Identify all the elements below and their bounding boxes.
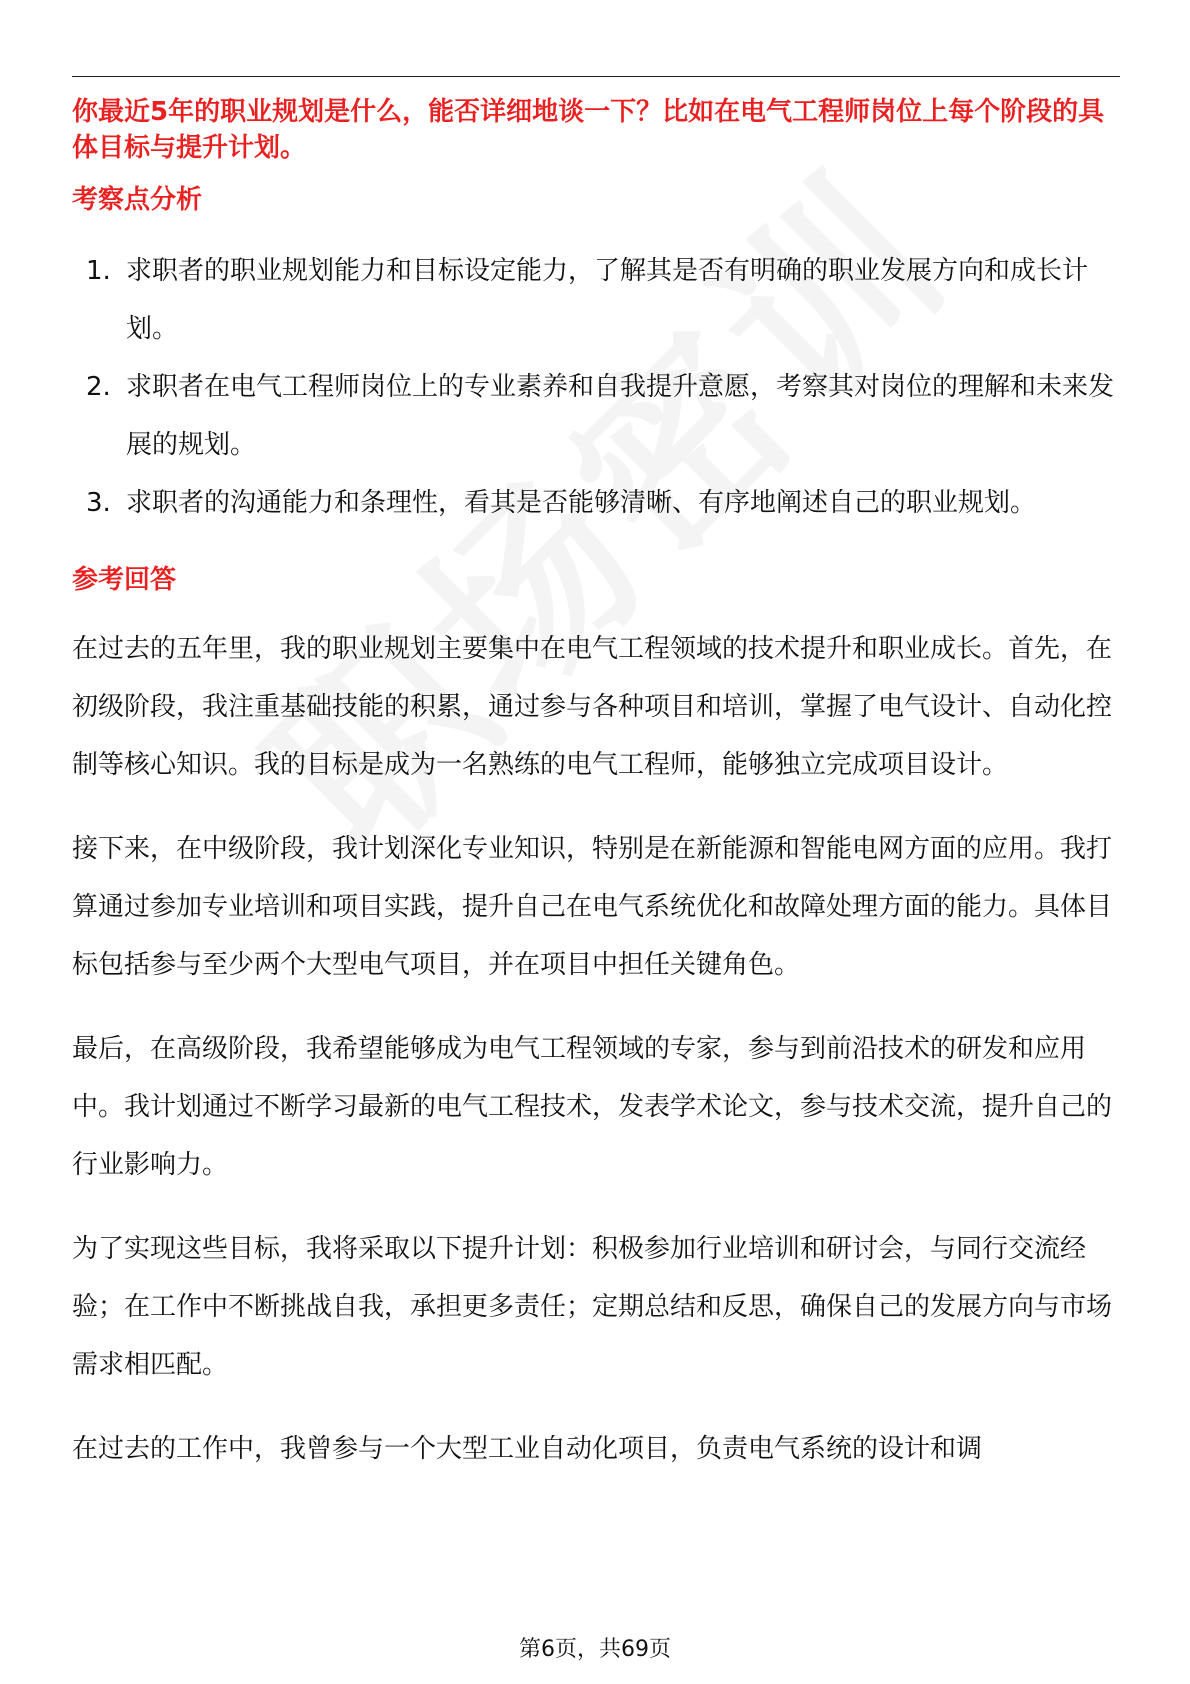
page-footer: 第6页，共69页 <box>519 1637 671 1662</box>
answer-paragraph: 最后，在高级阶段，我希望能够成为电气工程领域的专家，参与到前沿技术的研发和应用中。我计划通过不断学习最新的电气工程技术，发表学术论文，参与技术交流，提升自己的行业影响力。 <box>72 1034 1113 1180</box>
answer-paragraph: 接下来，在中级阶段，我计划深化专业知识，特别是在新能源和智能电网方面的应用。我打算通过参加专业培训和项目实践，提升自己在电气系统优化和故障处理方面的能力。具体目标包括参与至少两个大型电气项目，并在项目中担任关键角色。 <box>72 834 1113 980</box>
point-number: 2. <box>86 372 111 402</box>
answer-paragraph: 为了实现这些目标，我将采取以下提升计划：积极参加行业培训和研讨会，与同行交流经验；在工作中不断挑战自我，承担更多责任；定期总结和反思，确保自己的发展方向与市场需求相匹配。 <box>72 1234 1113 1380</box>
answer-heading: 参考回答 <box>72 565 177 595</box>
analysis-point <box>72 358 1122 474</box>
point-number: 1. <box>86 256 111 286</box>
question-title: 你最近5年的职业规划是什么，能否详细地谈一下？比如在电气工程师岗位上每个阶段的具体目标与提升计划。 <box>72 97 1105 163</box>
analysis-points-list <box>72 242 1122 532</box>
analysis-point <box>72 474 1122 532</box>
analysis-point <box>72 242 1122 358</box>
point-number: 3. <box>86 488 111 518</box>
point-text: 求职者在电气工程师岗位上的专业素养和自我提升意愿，考察其对岗位的理解和未来发展的规划。 <box>126 372 1115 460</box>
point-text: 求职者的职业规划能力和目标设定能力，了解其是否有明确的职业发展方向和成长计划。 <box>126 256 1089 344</box>
analysis-heading: 考察点分析 <box>72 185 203 215</box>
top-divider <box>72 76 1120 77</box>
point-text: 求职者的沟通能力和条理性，看其是否能够清晰、有序地阐述自己的职业规划。 <box>126 488 1037 518</box>
answer-paragraph: 在过去的工作中，我曾参与一个大型工业自动化项目，负责电气系统的设计和调 <box>72 1434 983 1464</box>
page-content <box>72 94 1122 1478</box>
answer-paragraph: 在过去的五年里，我的职业规划主要集中在电气工程领域的技术提升和职业成长。首先，在初级阶段，我注重基础技能的积累，通过参与各种项目和培训，掌握了电气设计、自动化控制等核心知识。我的目标是成为一名熟练的电气工程师，能够独立完成项目设计。 <box>72 634 1113 780</box>
